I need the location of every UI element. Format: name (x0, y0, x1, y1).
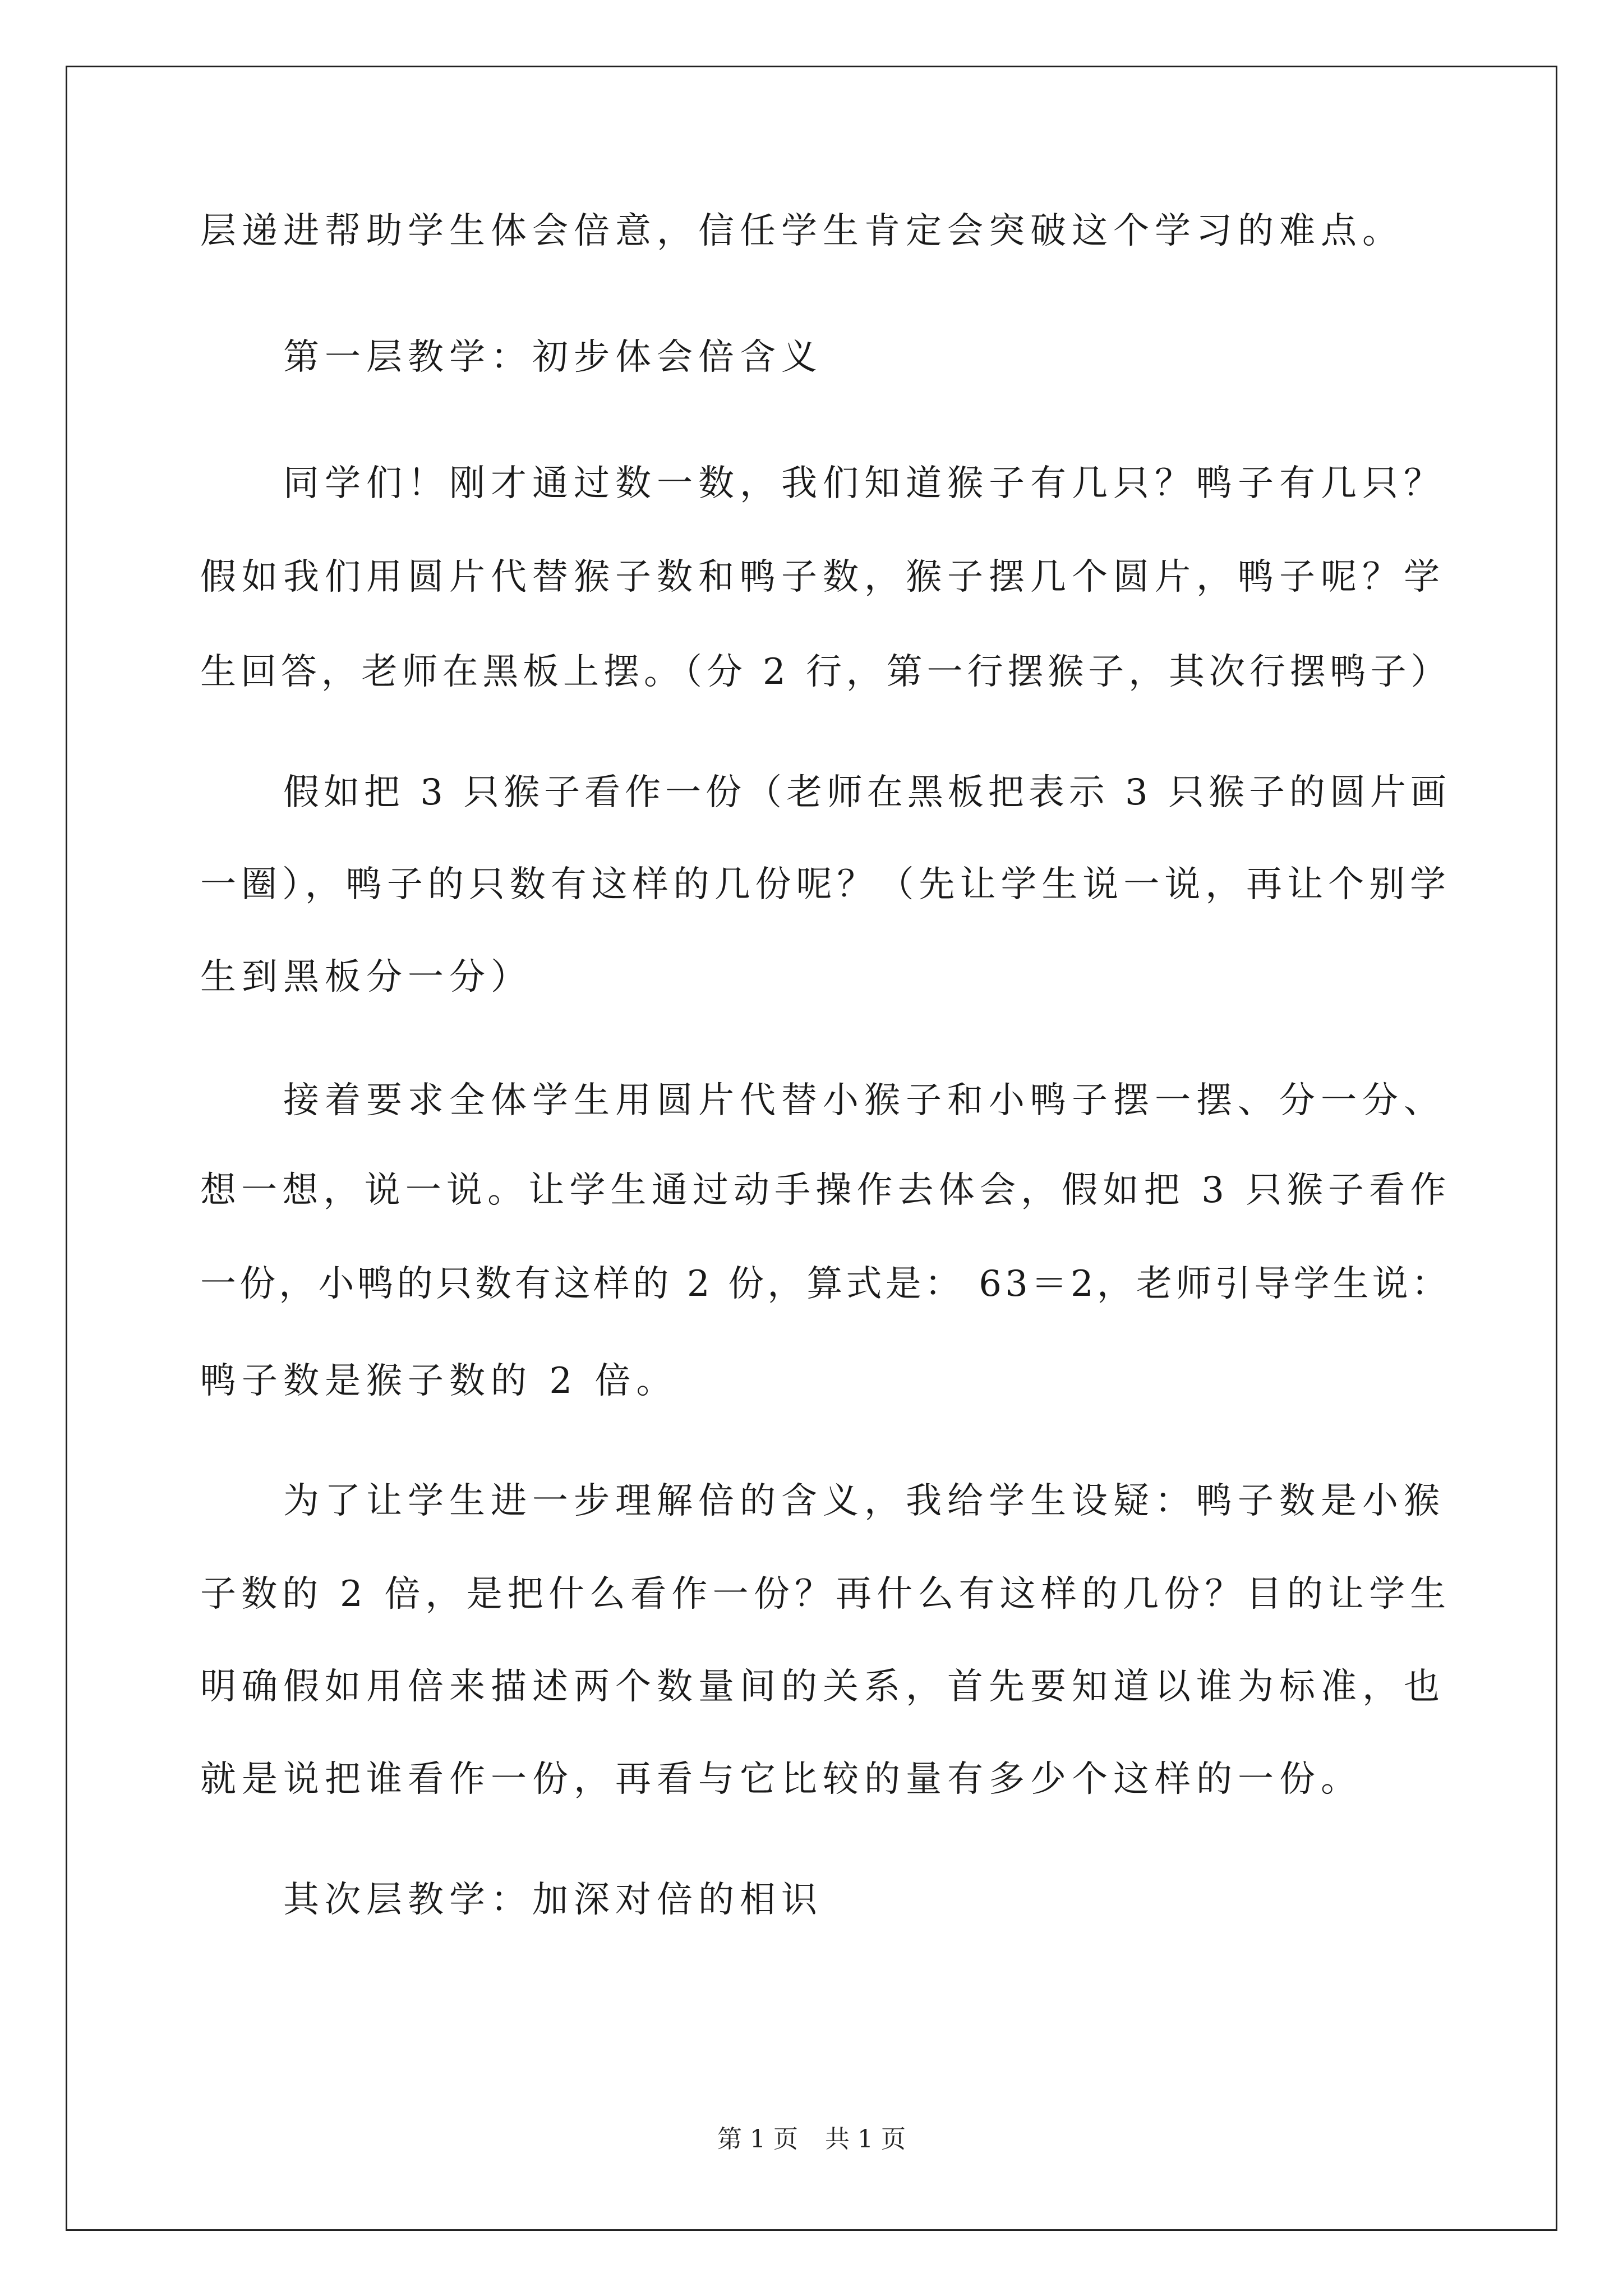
text-line: 生回答，老师在黑板上摆。（分 2 行，第一行摆猴子，其次行摆鸭子） (200, 651, 1451, 693)
text-line: 生到黑板分一分） (200, 956, 532, 998)
text-line: 一圈），鸭子的只数有这样的几份呢？（先让学生说一说，再让个别学 (200, 864, 1451, 905)
section-heading: 第一层教学：初步体会倍含义 (283, 337, 823, 378)
section-heading: 其次层教学：加深对倍的相识 (283, 1879, 823, 1921)
text-line: 想一想，说一说。让学生通过动手操作去体会，假如把 3 只猴子看作 (200, 1170, 1451, 1211)
page-footer (0, 2127, 1623, 2152)
text-line: 假如把 3 只猴子看作一份（老师在黑板把表示 3 只猴子的圆片画 (283, 772, 1451, 813)
text-line: 层递进帮助学生体会倍意，信任学生肯定会突破这个学习的难点。 (200, 210, 1404, 252)
text-line: 为了让学生进一步理解倍的含义，我给学生设疑：鸭子数是小猴 (283, 1480, 1445, 1522)
text-line: 明确假如用倍来描述两个数量间的关系，首先要知道以谁为标准，也 (200, 1666, 1445, 1708)
text-line: 鸭子数是猴子数的 2 倍。 (200, 1360, 678, 1402)
page-total: 共 1 页 (825, 2125, 906, 2154)
page-number: 第 1 页 (717, 2125, 798, 2154)
text-line: 子数的 2 倍，是把什么看作一份？再什么有这样的几份？目的让学生 (200, 1573, 1451, 1615)
text-line: 就是说把谁看作一份，再看与它比较的量有多少个这样的一份。 (200, 1759, 1362, 1800)
text-line: 接着要求全体学生用圆片代替小猴子和小鸭子摆一摆、分一分、 (283, 1080, 1445, 1121)
text-line: 同学们！刚才通过数一数，我们知道猴子有几只？鸭子有几只？ (283, 463, 1445, 504)
text-line: 一份，小鸭的只数有这样的 2 份，算式是： 63＝2，老师引导学生说： (200, 1263, 1451, 1305)
text-line: 假如我们用圆片代替猴子数和鸭子数，猴子摆几个圆片，鸭子呢？学 (200, 556, 1445, 598)
